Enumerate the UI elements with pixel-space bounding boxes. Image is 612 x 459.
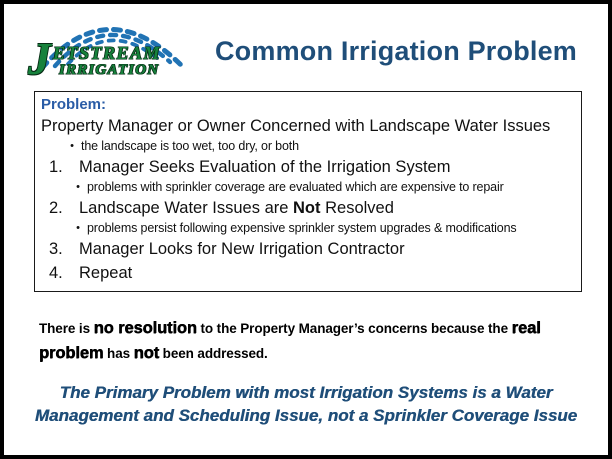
- bullet-icon: •: [76, 222, 80, 234]
- jetstream-irrigation-logo: [28, 12, 196, 88]
- header: [4, 4, 608, 88]
- conclusion-line-1: The Primary Problem with most Irrigation Systems is a Water: [59, 383, 553, 402]
- item-2-bullet-row: [41, 220, 577, 237]
- item-1-bullet-row: [41, 179, 577, 196]
- item-number: 3.: [49, 240, 63, 258]
- intro-bullet-row: [41, 138, 577, 155]
- logo-wordmark: [53, 44, 161, 78]
- numbered-item-4: [41, 261, 577, 285]
- summary-emphasis: no resolution: [93, 319, 197, 337]
- item-number: 2.: [49, 199, 63, 217]
- bullet-icon: •: [76, 181, 80, 193]
- intro-bullet-text: the landscape is too wet, too dry, or both: [81, 139, 299, 153]
- item-number: 1.: [49, 158, 63, 176]
- bullet-icon: •: [70, 140, 74, 152]
- item-text: Landscape Water Issues are Not Resolved: [79, 199, 394, 217]
- problem-box: [34, 91, 582, 292]
- logo-word-irrigation: IRRIGATION: [59, 62, 160, 78]
- summary-emphasis: not: [133, 344, 160, 362]
- item-text: Manager Seeks Evaluation of the Irrigation System: [79, 158, 451, 176]
- numbered-item-2: [41, 196, 577, 220]
- problem-intro: Property Manager or Owner Concerned with Landscape Water Issues: [41, 117, 551, 135]
- conclusion-line-2: Management and Scheduling Issue, not a Sprinkler Coverage Issue: [34, 406, 578, 425]
- summary-emphasis: real problem: [39, 319, 541, 362]
- item-2-bullet-text: problems persist following expensive sprinkler system upgrades & modifications: [87, 221, 517, 235]
- item-number: 4.: [49, 264, 63, 282]
- page-title: Common Irrigation Problem: [214, 36, 578, 66]
- logo-word-jetstream: ETSTREAM: [53, 43, 162, 63]
- numbered-item-3: [41, 237, 577, 261]
- conclusion-statement: [4, 381, 608, 427]
- logo-initial: J: [28, 33, 51, 84]
- item-1-bullet-text: problems with sprinkler coverage are evaluated which are expensive to repair: [87, 180, 504, 194]
- problem-label: Problem:: [41, 96, 107, 113]
- item-text: Repeat: [79, 264, 133, 282]
- numbered-item-1: [41, 155, 577, 179]
- summary-paragraph: There is no resolution to the Property Manager’s concerns because the real problem has not been addressed.: [39, 319, 541, 362]
- item-text: Manager Looks for New Irrigation Contractor: [79, 240, 405, 258]
